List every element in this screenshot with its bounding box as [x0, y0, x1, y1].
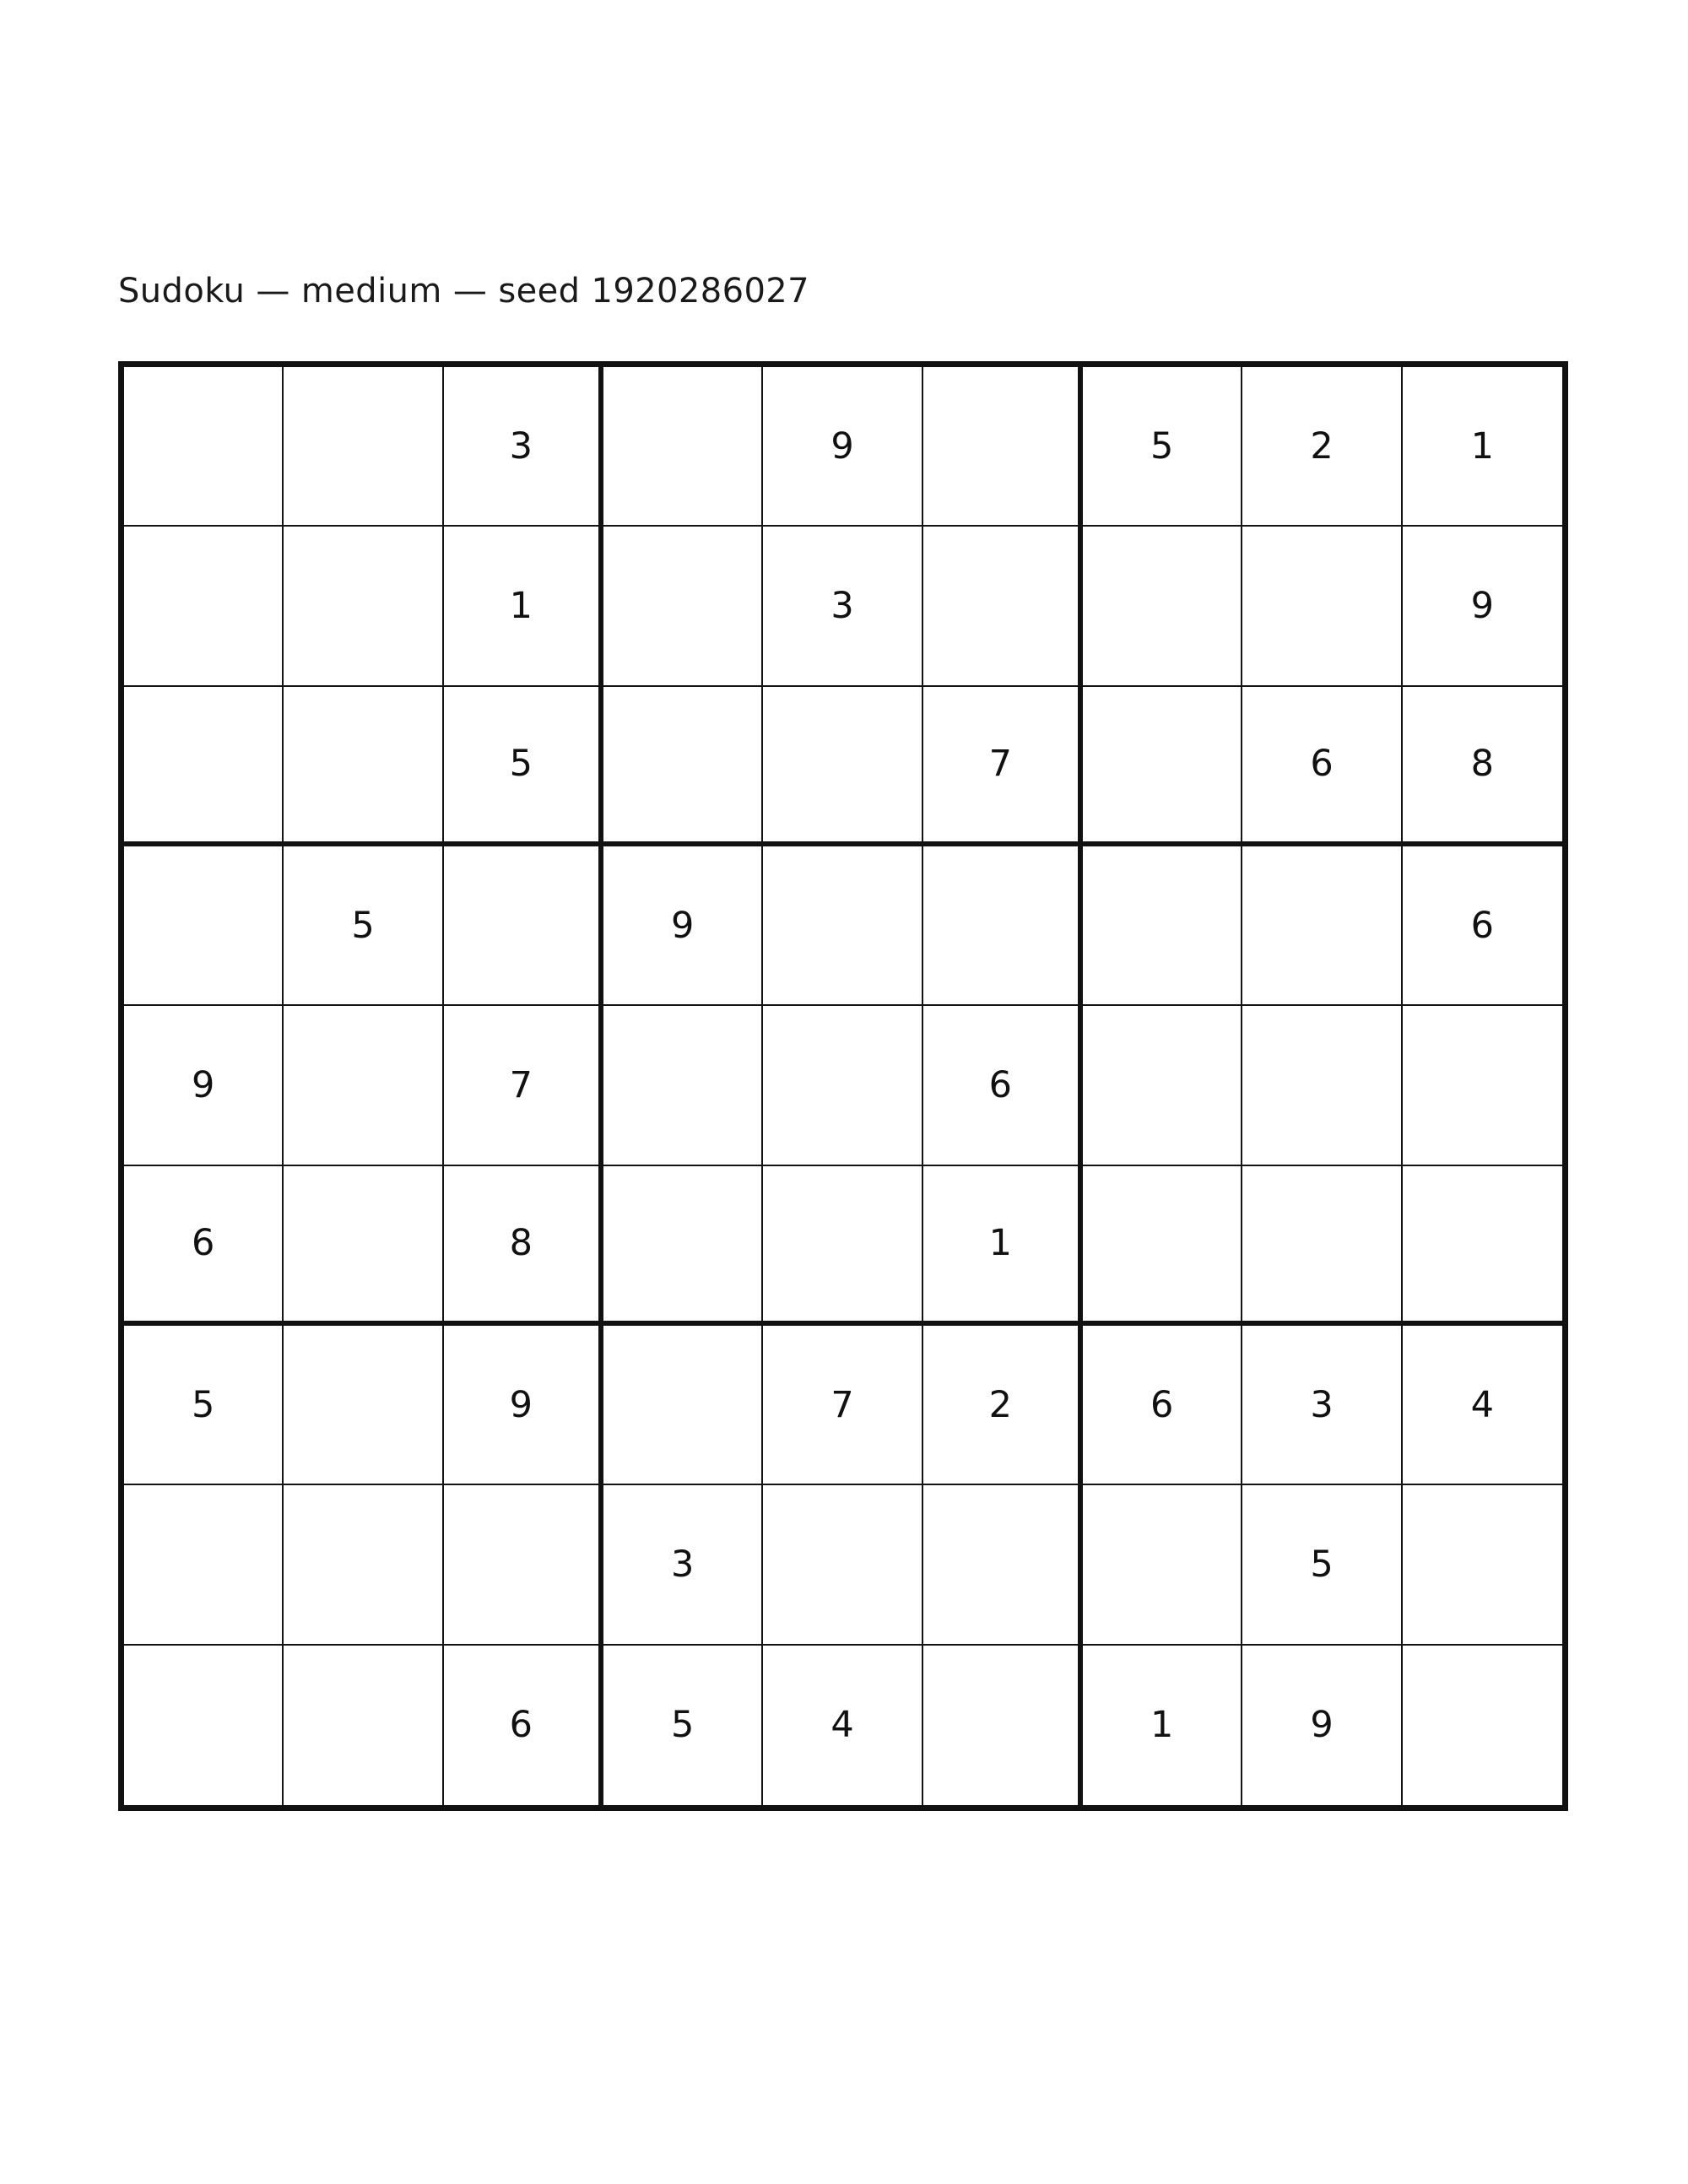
sudoku-cell-r2c5[interactable]: 7 — [923, 687, 1083, 846]
sudoku-cell-r4c2[interactable]: 7 — [444, 1006, 603, 1165]
sudoku-cell-r3c7[interactable] — [1242, 846, 1402, 1006]
sudoku-cell-r2c0[interactable] — [124, 687, 284, 846]
sudoku-cell-r1c1[interactable] — [284, 527, 443, 686]
sudoku-cell-r2c2[interactable]: 5 — [444, 687, 603, 846]
sudoku-cell-r7c6[interactable] — [1083, 1485, 1242, 1645]
sudoku-cell-r5c1[interactable] — [284, 1166, 443, 1326]
sudoku-cell-r3c6[interactable] — [1083, 846, 1242, 1006]
sudoku-cell-r3c1[interactable]: 5 — [284, 846, 443, 1006]
sudoku-cell-r5c4[interactable] — [763, 1166, 922, 1326]
sudoku-cell-r5c5[interactable]: 1 — [923, 1166, 1083, 1326]
sudoku-cell-r5c6[interactable] — [1083, 1166, 1242, 1326]
sudoku-cell-r3c0[interactable] — [124, 846, 284, 1006]
sudoku-cell-r3c5[interactable] — [923, 846, 1083, 1006]
sudoku-cell-r1c5[interactable] — [923, 527, 1083, 686]
sudoku-cell-r1c8[interactable]: 9 — [1403, 527, 1562, 686]
sudoku-cell-r8c6[interactable]: 1 — [1083, 1646, 1242, 1805]
sudoku-cell-r6c4[interactable]: 7 — [763, 1326, 922, 1485]
sudoku-cell-r5c8[interactable] — [1403, 1166, 1562, 1326]
sudoku-cell-r1c6[interactable] — [1083, 527, 1242, 686]
sudoku-cell-r4c8[interactable] — [1403, 1006, 1562, 1165]
sudoku-cell-r0c5[interactable] — [923, 367, 1083, 527]
sudoku-cell-r4c4[interactable] — [763, 1006, 922, 1165]
sudoku-cell-r8c3[interactable]: 5 — [603, 1646, 763, 1805]
sudoku-grid[interactable] — [118, 361, 1568, 1811]
sudoku-cell-r8c7[interactable]: 9 — [1242, 1646, 1402, 1805]
sudoku-cell-r8c1[interactable] — [284, 1646, 443, 1805]
sudoku-cell-r6c2[interactable]: 9 — [444, 1326, 603, 1485]
sudoku-cell-r4c3[interactable] — [603, 1006, 763, 1165]
sudoku-cell-r7c5[interactable] — [923, 1485, 1083, 1645]
sudoku-cell-r3c4[interactable] — [763, 846, 922, 1006]
sudoku-cell-r2c6[interactable] — [1083, 687, 1242, 846]
sudoku-cell-r8c8[interactable] — [1403, 1646, 1562, 1805]
sudoku-cell-r1c3[interactable] — [603, 527, 763, 686]
sudoku-cell-r1c2[interactable]: 1 — [444, 527, 603, 686]
sudoku-cell-r6c3[interactable] — [603, 1326, 763, 1485]
sudoku-cell-r3c2[interactable] — [444, 846, 603, 1006]
sudoku-cell-r7c2[interactable] — [444, 1485, 603, 1645]
sudoku-cell-r6c5[interactable]: 2 — [923, 1326, 1083, 1485]
sudoku-cell-r6c6[interactable]: 6 — [1083, 1326, 1242, 1485]
page-title: Sudoku — medium — seed 1920286027 — [118, 272, 810, 311]
sudoku-cell-r0c7[interactable]: 2 — [1242, 367, 1402, 527]
sudoku-cell-r0c1[interactable] — [284, 367, 443, 527]
sudoku-cell-r6c7[interactable]: 3 — [1242, 1326, 1402, 1485]
sudoku-cell-r6c0[interactable]: 5 — [124, 1326, 284, 1485]
sudoku-cell-r6c8[interactable]: 4 — [1403, 1326, 1562, 1485]
sudoku-cell-r4c0[interactable]: 9 — [124, 1006, 284, 1165]
sudoku-cell-r1c4[interactable]: 3 — [763, 527, 922, 686]
sudoku-cell-r5c2[interactable]: 8 — [444, 1166, 603, 1326]
sudoku-cell-r4c1[interactable] — [284, 1006, 443, 1165]
sudoku-cell-r5c7[interactable] — [1242, 1166, 1402, 1326]
sudoku-cell-r2c8[interactable]: 8 — [1403, 687, 1562, 846]
sudoku-cell-r7c0[interactable] — [124, 1485, 284, 1645]
sudoku-cell-r3c3[interactable]: 9 — [603, 846, 763, 1006]
sudoku-cell-r5c0[interactable]: 6 — [124, 1166, 284, 1326]
sudoku-cell-r2c1[interactable] — [284, 687, 443, 846]
sudoku-cell-r7c8[interactable] — [1403, 1485, 1562, 1645]
sudoku-cell-r8c4[interactable]: 4 — [763, 1646, 922, 1805]
sudoku-cell-r7c4[interactable] — [763, 1485, 922, 1645]
sudoku-cell-r2c3[interactable] — [603, 687, 763, 846]
sudoku-cell-r1c0[interactable] — [124, 527, 284, 686]
sudoku-cell-r0c6[interactable]: 5 — [1083, 367, 1242, 527]
sudoku-cell-r4c6[interactable] — [1083, 1006, 1242, 1165]
sudoku-cell-r3c8[interactable]: 6 — [1403, 846, 1562, 1006]
sudoku-cell-r6c1[interactable] — [284, 1326, 443, 1485]
sudoku-cell-r7c7[interactable]: 5 — [1242, 1485, 1402, 1645]
sudoku-cell-r8c0[interactable] — [124, 1646, 284, 1805]
sudoku-cell-r0c2[interactable]: 3 — [444, 367, 603, 527]
sudoku-cell-r5c3[interactable] — [603, 1166, 763, 1326]
sudoku-cell-r7c3[interactable]: 3 — [603, 1485, 763, 1645]
sudoku-cell-r2c4[interactable] — [763, 687, 922, 846]
sudoku-cell-r1c7[interactable] — [1242, 527, 1402, 686]
sudoku-cell-r8c5[interactable] — [923, 1646, 1083, 1805]
sudoku-cell-r0c3[interactable] — [603, 367, 763, 527]
sudoku-cell-r2c7[interactable]: 6 — [1242, 687, 1402, 846]
sudoku-cell-r4c5[interactable]: 6 — [923, 1006, 1083, 1165]
sudoku-cell-r0c0[interactable] — [124, 367, 284, 527]
sudoku-cell-r7c1[interactable] — [284, 1485, 443, 1645]
sudoku-cell-r4c7[interactable] — [1242, 1006, 1402, 1165]
sudoku-cell-r0c8[interactable]: 1 — [1403, 367, 1562, 527]
sudoku-cell-r8c2[interactable]: 6 — [444, 1646, 603, 1805]
sudoku-cell-r0c4[interactable]: 9 — [763, 367, 922, 527]
